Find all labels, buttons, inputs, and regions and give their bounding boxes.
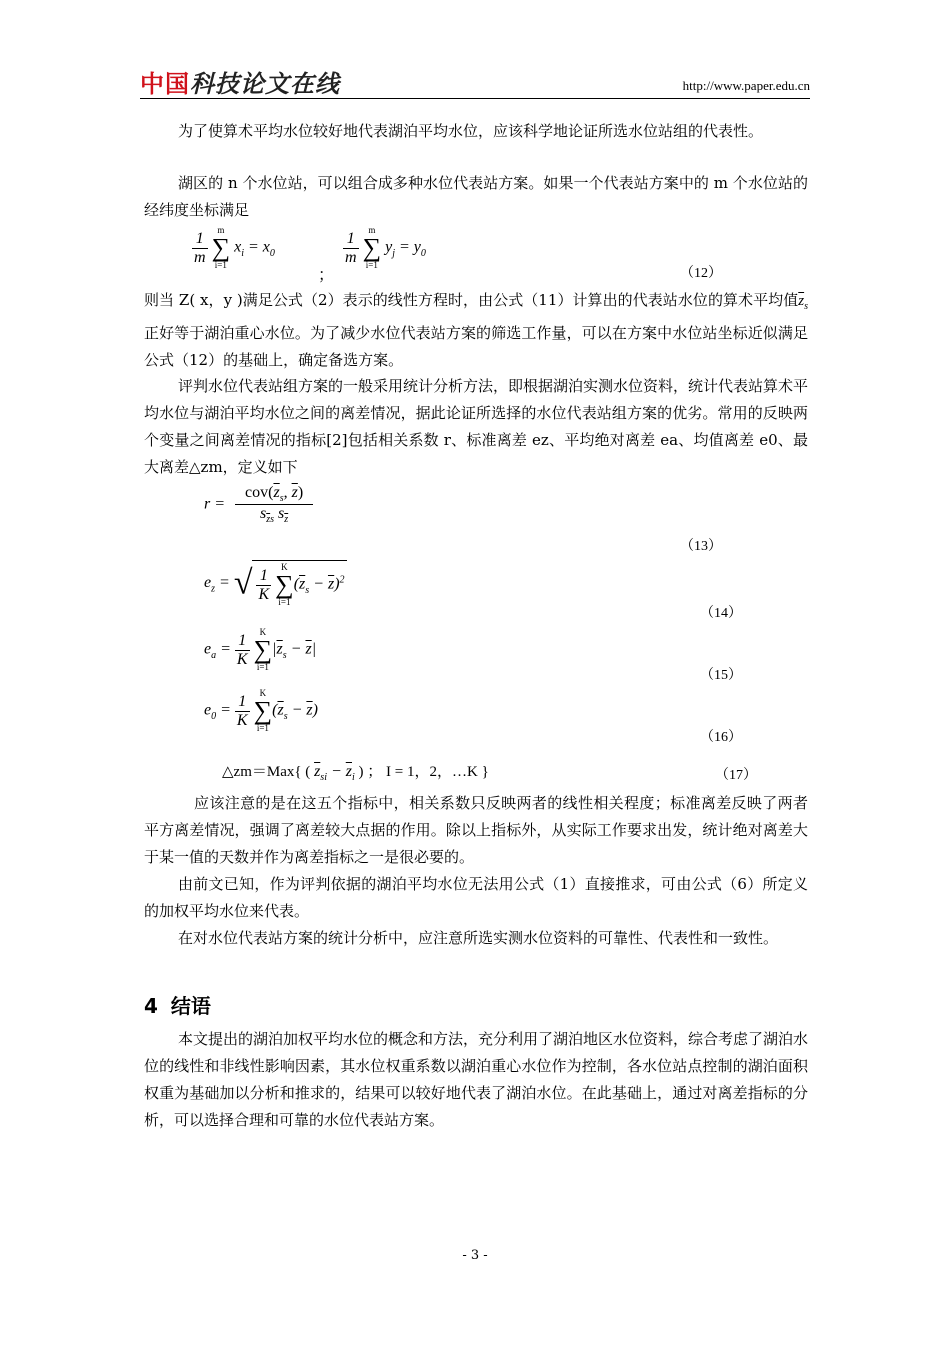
- equation-16: $e_0$ = $\frac{1}{K}$ K ∑ i=1 $(\overline{z}_s - \overline{z})$: [204, 688, 318, 733]
- paragraph-3-part-a: 则当 Z( x，y )满足公式（2）表示的线性方程时，由公式（11）计算出的代表站水位的算术平均值: [144, 291, 799, 309]
- logo-part-dark: 科技论文在线: [190, 70, 340, 98]
- logo-part-red: 中国: [140, 70, 190, 98]
- equation-15-number: （15）: [700, 668, 742, 683]
- equation-14-number: （14）: [700, 606, 742, 621]
- paragraph-5: 应该注意的是在这五个指标中，相关系数只反映两者的线性相关程度；标准离差反映了两者平方离差情况，强调了离差较大点据的作用。除以上指标外，从实际工作要求出发，统计绝对离差大于某一值的天数并作为离差指标之一是很必要的。: [144, 794, 808, 866]
- section-title: 结语: [170, 994, 211, 1018]
- paragraph-2: 湖区的 n 个水位站，可以组合成多种水位代表站方案。如果一个代表站方案中的 m 个水位站的经纬度坐标满足: [144, 174, 808, 219]
- paragraph-3: [144, 287, 808, 374]
- header-rule: [140, 98, 810, 99]
- section-number: 4: [144, 994, 158, 1018]
- equation-12-y: $\frac{1}{m}$ m ∑ i=1 $y_j = y_0$: [345, 225, 426, 270]
- paragraph-1: 为了使算术平均水位较好地代表湖泊平均水位，应该科学地论证所选水位站组的代表性。: [178, 122, 764, 140]
- page-number: - 3 -: [462, 1248, 488, 1263]
- equation-17-left: △zm＝Max{ (: [222, 764, 311, 780]
- equation-13: r = $\frac{cov(\overline{z}_s, \overline{z})}{s_{\overline{z}s} s_{\overline{z}}}$: [204, 484, 313, 525]
- equation-14: $e_z$ = √ $\frac{1}{K}$ K ∑ i=1 $(\overline{z}_s - \overline{z})^2$: [204, 562, 345, 607]
- equation-12-number: （12）: [680, 266, 722, 281]
- paragraph-7: 在对水位代表站方案的统计分析中，应注意所选实测水位资料的可靠性、代表性和一致性。: [178, 929, 779, 947]
- paragraph-6: 由前文已知，作为评判依据的湖泊平均水位无法用公式（1）直接推求，可由公式（6）所定义的加权平均水位来代表。: [144, 875, 808, 920]
- equation-17-right: ) ； I = 1，2，…K }: [358, 764, 489, 780]
- equation-16-number: （16）: [700, 730, 742, 745]
- inline-zs-symbol: $\overline{z}_s$: [798, 293, 808, 312]
- paragraph-4: 评判水位代表站组方案的一般采用统计分析方法，即根据湖泊实测水位资料，统计代表站算术平均水位与湖泊平均水位之间的离差情况，据此论证所选择的水位代表站组方案的优劣。常用的反映两个变量之间离差情况的指标[2]包括相关系数 r、标准离差 ez、平均绝对离差 ea、均值离差 e0、最大离差△zm，定义如下: [144, 377, 809, 476]
- paragraph-3-part-b: 正好等于湖泊重心水位。为了减少水位代表站方案的筛选工作量，可以在方案中水位站坐标近似满足公式（12）的基础上，确定备选方案。: [144, 324, 808, 369]
- equation-17: △zm＝Max{ ( $\overline{z}_{si} - \overline{z}_i$ ) ； I = 1，2，…K }: [222, 763, 489, 784]
- equation-13-number: （13）: [680, 539, 722, 554]
- equation-12-x: $\frac{1}{m}$ m ∑ i=1 $x_i = x_0$: [194, 225, 275, 270]
- equation-15: $e_a$ = $\frac{1}{K}$ K ∑ i=1 $|\overline{z}_s - \overline{z}|$: [204, 627, 317, 672]
- header-url[interactable]: http://www.paper.edu.cn: [682, 78, 810, 93]
- equation-17-number: （17）: [715, 768, 757, 783]
- paragraph-8: 本文提出的湖泊加权平均水位的概念和方法，充分利用了湖泊地区水位资料，综合考虑了湖泊水位的线性和非线性影响因素，其水位权重系数以湖泊重心水位作为控制，各水位站点控制的湖泊面积权重为基础加以分析和推求的，结果可以较好地代表了湖泊水位。在此基础上，通过对离差指标的分析，可以选择合理和可靠的水位代表站方案。: [144, 1030, 809, 1129]
- equation-12-separator: ；: [318, 267, 335, 284]
- header-logo: [140, 64, 340, 99]
- section-heading: [144, 990, 211, 1019]
